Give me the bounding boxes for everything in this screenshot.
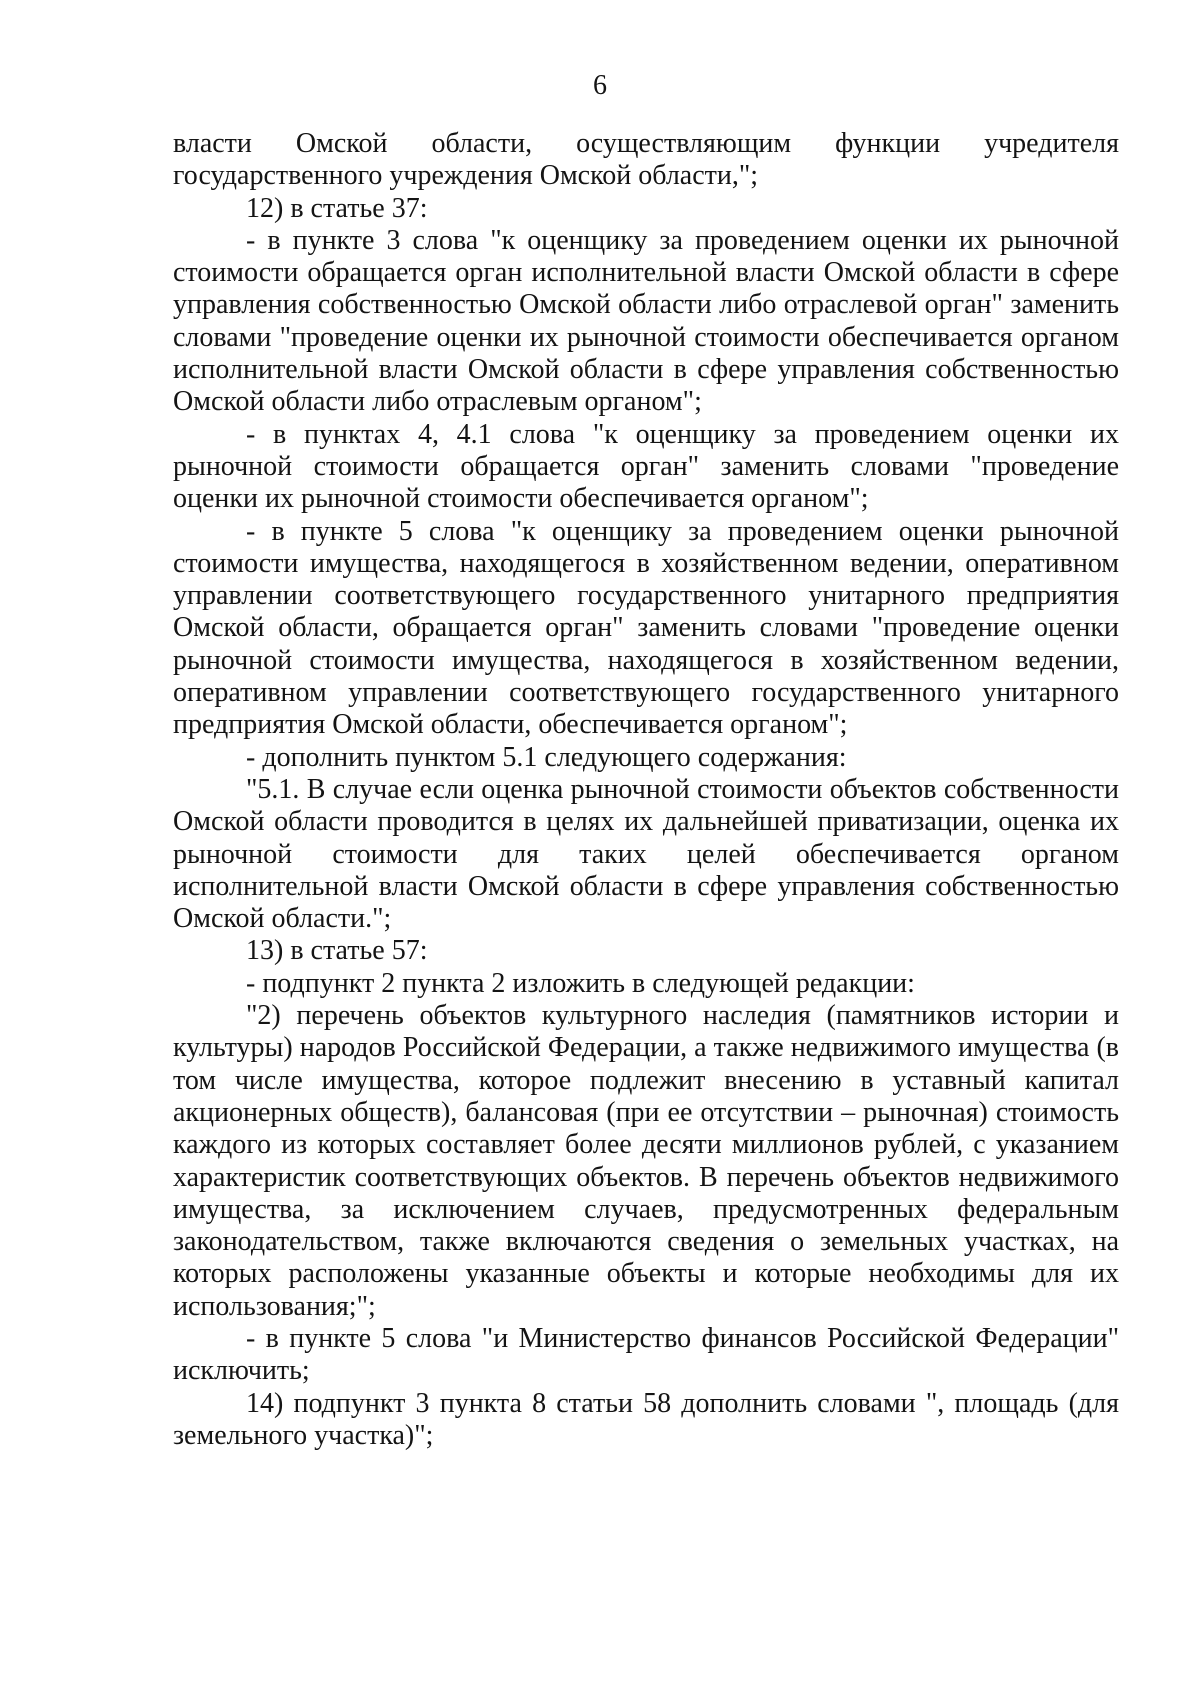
paragraph-subpoint-2-text: "2) перечень объектов культурного наследия (памятников истории и культуры) народов Российской Федерации, а также недвижимого имущества (в том числе имущества, которое подлежит внесению в уставный капитал акционерных обществ), балансовая (при ее отсутствии – рыночная) стоимость каждого из которых составляет более десяти миллионов рублей, с указанием характеристик соответствующих объектов. В перечень объектов недвижимого имущества, за исключением случаев, предусмотренных федеральным законодательством, также включаются сведения о земельных участках, на которых расположены указанные объекты и которые необходимы для их использования;";: [173, 1000, 1119, 1322]
page-number: 6: [593, 70, 607, 101]
paragraph-item-13: 13) в статье 57:: [246, 935, 428, 967]
paragraph-add-point-5-1: - дополнить пунктом 5.1 следующего содержания:: [246, 741, 847, 773]
paragraph-article-37-point-5: - в пункте 5 слова "к оценщику за проведением оценки рыночной стоимости имущества, находящегося в хозяйственном ведении, оперативном управлении соответствующего государственного унитарного предприятия Омской области, обращается орган" заменить словами "проведение оценки рыночной стоимости имущества, находящегося в хозяйственном ведении, оперативном управлении соответствующего государственного унитарного предприятия Омской области, обеспечивается органом";: [173, 515, 1119, 741]
paragraph-article-57-subpoint-2: - подпункт 2 пункта 2 изложить в следующей редакции:: [246, 967, 915, 999]
paragraph-item-14: 14) подпункт 3 пункта 8 статьи 58 дополнить словами ", площадь (для земельного участка)";: [173, 1387, 1119, 1451]
paragraph-item-12: 12) в статье 37:: [246, 192, 428, 224]
paragraph-article-57-point-5: - в пункте 5 слова "и Министерство финансов Российской Федерации" исключить;: [173, 1322, 1119, 1387]
document-body: [173, 128, 1119, 1452]
paragraph-continuation: власти Омской области, осуществляющим функции учредителя государственного учреждения Омской области,";: [173, 128, 1119, 192]
paragraph-article-37-point-3: - в пункте 3 слова "к оценщику за проведением оценки их рыночной стоимости обращается орган исполнительной власти Омской области в сфере управления собственностью Омской области либо отраслевой орган" заменить словами "проведение оценки их рыночной стоимости обеспечивается органом исполнительной власти Омской области в сфере управления собственностью Омской области либо отраслевым органом";: [173, 224, 1119, 418]
paragraph-point-5-1-text: "5.1. В случае если оценка рыночной стоимости объектов собственности Омской области проводится в целях их дальнейшей приватизации, оценка их рыночной стоимости для таких целей обеспечивается органом исполнительной власти Омской области в сфере управления собственностью Омской области.";: [173, 773, 1119, 935]
paragraph-article-37-points-4-4-1: - в пунктах 4, 4.1 слова "к оценщику за проведением оценки их рыночной стоимости обращается орган" заменить словами "проведение оценки их рыночной стоимости обеспечивается органом";: [173, 418, 1119, 515]
